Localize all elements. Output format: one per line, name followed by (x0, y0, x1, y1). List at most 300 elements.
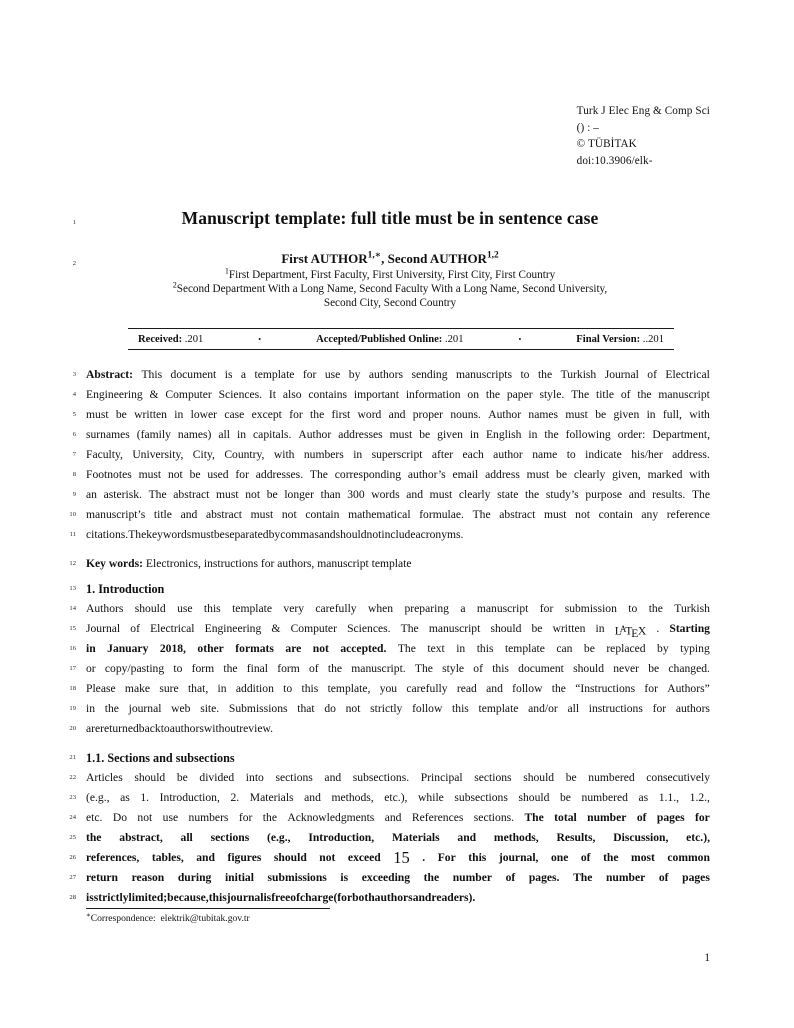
word: and (304, 791, 321, 804)
word: is (224, 368, 233, 381)
word: abstract, (119, 831, 163, 844)
line-number: 2 (72, 260, 76, 267)
word: superscript (371, 448, 423, 461)
text-line (86, 848, 710, 868)
word: The (148, 488, 167, 501)
word: “Instructions (575, 682, 636, 695)
word: in (595, 622, 605, 635)
word: this (468, 851, 487, 864)
word: on (467, 388, 479, 401)
word: words (162, 528, 192, 541)
word: sections (474, 771, 512, 784)
word: be (213, 528, 225, 541)
word: submission (564, 602, 617, 615)
word: contain (305, 508, 340, 521)
word: divided (199, 771, 235, 784)
word: his/her (631, 448, 663, 461)
word: for (695, 811, 710, 824)
word: The (400, 622, 419, 635)
word: . (422, 851, 426, 864)
word: names (528, 408, 559, 421)
word: and (196, 851, 215, 864)
line-number: 14 (69, 605, 76, 612)
word: 15 (393, 848, 410, 867)
word: must (216, 488, 239, 501)
word: this (492, 662, 509, 675)
word: must (543, 508, 567, 521)
word: 2018, (159, 642, 186, 655)
word: numbers (303, 448, 344, 461)
text-line (86, 679, 710, 699)
word: by (268, 528, 281, 541)
word: Engineering (86, 388, 143, 401)
word: of (290, 891, 300, 904)
word: proper (412, 408, 443, 421)
word: the (525, 488, 540, 501)
word: commas (280, 528, 319, 541)
word: instructions (588, 702, 643, 715)
author-1-affiliation-marker: 1,∗ (367, 250, 382, 261)
word: for (652, 702, 667, 715)
word: lower (190, 408, 218, 421)
accepted-date (316, 334, 463, 345)
word: University, (132, 448, 184, 461)
word: first (331, 408, 351, 421)
word: than (320, 488, 341, 501)
keywords-value: Electronics, instructions for authors, manuscript template (145, 557, 412, 570)
word: Results, (556, 831, 596, 844)
word: numbers (188, 811, 229, 824)
word: and (486, 682, 503, 695)
word: Computer (165, 388, 212, 401)
final-version-date (576, 334, 664, 345)
word: to (160, 722, 170, 735)
word: Author (298, 428, 332, 441)
word: include (381, 528, 416, 541)
word: for (289, 408, 303, 421)
word: contains (308, 388, 348, 401)
word: address (485, 468, 520, 481)
word: never (613, 662, 639, 675)
word: you (379, 682, 398, 695)
word: be (565, 771, 577, 784)
word: this (301, 682, 319, 695)
line-number: 3 (72, 371, 76, 378)
footnote-email: elektrik@tubitak.gov.tr (160, 913, 250, 924)
word: in (469, 428, 479, 441)
received-label: Received: (138, 333, 185, 345)
word: 300 (347, 488, 365, 501)
word: back (138, 722, 161, 735)
accepted-value: .201 (444, 333, 464, 345)
journal-name: Turk J Elec Eng & Comp Sci (576, 105, 710, 117)
word: template, (327, 682, 371, 695)
line-number: 1 (72, 219, 76, 226)
word: each (462, 448, 484, 461)
word: be (648, 662, 660, 675)
line-number: 27 (69, 874, 76, 881)
line-number: 8 (72, 471, 76, 478)
word: when (367, 602, 394, 615)
word: Journal (604, 368, 639, 381)
word: the (223, 662, 238, 675)
word: tables, (151, 851, 184, 864)
word: order: (617, 428, 646, 441)
word: clearly (573, 468, 606, 481)
word: in (86, 642, 96, 655)
word: sections (275, 771, 313, 784)
word: any (641, 508, 659, 521)
word: pages (682, 871, 710, 884)
word: the (423, 871, 440, 884)
word: most (631, 851, 655, 864)
word: Department, (652, 428, 710, 441)
word: carefully (315, 602, 357, 615)
word: because, (167, 891, 209, 904)
word: abstract (499, 508, 536, 521)
word: etc.), (686, 831, 710, 844)
word: follow (512, 682, 543, 695)
word: and/or (528, 702, 558, 715)
word: formulae. (419, 508, 464, 521)
word: preparing (404, 602, 449, 615)
word: manuscript (658, 388, 710, 401)
affiliation-item (86, 268, 694, 282)
word: the (551, 682, 566, 695)
word: in (456, 642, 466, 655)
word: the (603, 851, 619, 864)
text-line (86, 808, 710, 828)
word: Electrical (150, 622, 195, 635)
word: for (644, 682, 658, 695)
word: Submissions (228, 702, 288, 715)
word: the (648, 602, 663, 615)
word: after (431, 448, 454, 461)
journal-doi: doi:10.3906/elk- (576, 154, 653, 167)
word: figures (227, 851, 262, 864)
word: (e.g., (86, 791, 110, 804)
word: numbered (588, 771, 635, 784)
word: The (397, 642, 416, 655)
word: The (414, 662, 433, 675)
word: 1.1., (658, 791, 680, 804)
word: this (476, 642, 494, 655)
word: not (366, 528, 382, 541)
word: be (531, 622, 543, 635)
footnote-marker: ∗ (86, 911, 91, 919)
word: must (138, 468, 162, 481)
text-line (86, 425, 710, 445)
word: journal, (498, 851, 539, 864)
word: without (203, 722, 240, 735)
footnote-label: Correspondence: (90, 913, 156, 924)
word: following (565, 428, 611, 441)
text-line (86, 719, 710, 739)
word: the (537, 368, 553, 381)
word: return (86, 871, 118, 884)
final-version-value: ..201 (642, 333, 664, 345)
word: sending (411, 368, 448, 381)
word: limited; (128, 891, 168, 904)
word: also (282, 388, 302, 401)
word: not (167, 468, 183, 481)
word: form (277, 662, 300, 675)
word: in (174, 408, 184, 421)
word: copy/pasting (104, 662, 165, 675)
page-title: Manuscript template: full title must be in sentence case (181, 208, 599, 228)
word: to (520, 368, 530, 381)
word: accepted. (340, 642, 387, 655)
word: is (86, 891, 94, 904)
word: names) (177, 428, 212, 441)
word: Footnotes (86, 468, 132, 481)
word: should (518, 791, 550, 804)
word: is (263, 891, 272, 904)
word: January (107, 642, 149, 655)
word: to (283, 682, 293, 695)
word: except (251, 408, 282, 421)
word: style. (539, 388, 565, 401)
word: other (197, 642, 224, 655)
text-line (86, 768, 710, 788)
page-number: 1 (704, 952, 710, 964)
word: of (620, 388, 631, 401)
word: reason (131, 871, 165, 884)
word: style (442, 662, 465, 675)
word: not (245, 488, 261, 501)
text-line (86, 445, 710, 465)
word: the (485, 388, 501, 401)
affiliation-item (86, 282, 694, 296)
word: subsections (454, 791, 508, 804)
word: acronyms. (415, 528, 464, 541)
word: Principal (420, 771, 463, 784)
word: for (238, 811, 253, 824)
word: must (526, 468, 550, 481)
journal-volume-line: () : – (576, 121, 600, 134)
keywords-line (86, 554, 710, 574)
line-number: 10 (69, 511, 76, 518)
word: use (324, 368, 341, 381)
word: final (246, 662, 269, 675)
word: written (134, 408, 167, 421)
word: the (637, 388, 652, 401)
word: Materials (391, 831, 440, 844)
word: must (565, 408, 588, 421)
word: City, (192, 448, 215, 461)
word: Please (86, 682, 116, 695)
word: document (518, 662, 564, 675)
word: subsections. (352, 771, 410, 784)
word: form (191, 662, 215, 675)
word: Author (488, 408, 522, 421)
word: for (302, 368, 317, 381)
word: & (271, 622, 281, 635)
line-number: 6 (72, 431, 76, 438)
word: a (460, 602, 466, 615)
word: of (473, 662, 483, 675)
word: capitals. (253, 428, 292, 441)
word: key (146, 528, 163, 541)
word: must (250, 508, 274, 521)
word: . (656, 622, 660, 635)
line-number: 24 (69, 814, 76, 821)
word: reference (666, 508, 710, 521)
text-line (86, 639, 710, 659)
affiliation-item (86, 296, 694, 310)
word: Discussion, (613, 831, 669, 844)
word: and (406, 488, 424, 501)
word: to (173, 662, 183, 675)
word: study’s (545, 488, 579, 501)
word: nouns. (450, 408, 481, 421)
word: must (429, 488, 453, 501)
text-line (86, 505, 710, 525)
word: given (613, 408, 640, 421)
word: template (254, 368, 295, 381)
word: to (628, 602, 638, 615)
word: Turkish (560, 368, 597, 381)
word: marked (647, 468, 683, 481)
word: use (162, 811, 179, 824)
word: manuscript (428, 622, 481, 635)
final-version-label: Final Version: (576, 333, 643, 345)
word: as (120, 791, 130, 804)
word: purpose (585, 488, 623, 501)
word: not (312, 642, 329, 655)
word: be (419, 428, 431, 441)
word: template (232, 602, 272, 615)
word: Journal (86, 622, 121, 635)
word: (e.g., (267, 831, 291, 844)
word: submissions (267, 871, 327, 884)
word: important (353, 388, 399, 401)
word: to (566, 448, 576, 461)
line-number: 12 (69, 560, 76, 567)
word: be (266, 488, 278, 501)
word: numbered (581, 791, 628, 804)
word: of (636, 811, 647, 824)
word: abstract (205, 508, 243, 521)
word: Acknowledgments (287, 811, 375, 824)
section-heading: 1.1. Sections and subsections (86, 751, 235, 765)
word: must (191, 528, 214, 541)
word: clearly (458, 488, 491, 501)
received-date (138, 334, 203, 345)
word: should (273, 851, 307, 864)
word: 2. (230, 791, 240, 804)
word: number (452, 871, 492, 884)
word: pages (656, 811, 685, 824)
word: sure (159, 682, 179, 695)
word: of (658, 871, 669, 884)
text-line (86, 385, 710, 405)
affiliation-text: Second City, Second Country (323, 297, 457, 310)
word: Do (112, 811, 127, 824)
word: can (556, 642, 573, 655)
section-heading: 1. Introduction (86, 582, 165, 596)
word: not (137, 811, 153, 824)
word: Materials (249, 791, 294, 804)
word: of (580, 851, 591, 864)
word: must (389, 428, 413, 441)
word: are (86, 722, 101, 735)
word: in (528, 428, 538, 441)
word: all (180, 831, 193, 844)
word: indicate (585, 448, 622, 461)
line-number: 18 (69, 685, 76, 692)
journal-copyright: © TÜBİTAK (576, 138, 637, 150)
word: given, (612, 468, 641, 481)
word: title (595, 388, 614, 401)
word: during (177, 871, 212, 884)
word: Country, (224, 448, 265, 461)
word: given (437, 428, 463, 441)
word: authors (374, 891, 413, 904)
word: Articles (86, 771, 123, 784)
footnote-correspondence (86, 912, 250, 926)
word: read (456, 682, 477, 695)
line-number: 22 (69, 774, 76, 781)
word: journal (226, 891, 264, 904)
word: 1.2., (689, 791, 710, 804)
word: manuscript. (351, 662, 406, 675)
author-2-name: Second AUTHOR (387, 251, 487, 266)
word: number (587, 811, 627, 824)
line-number: 5 (72, 411, 76, 418)
text-line (86, 365, 710, 385)
word: be (559, 791, 571, 804)
word: written (552, 622, 586, 635)
word: use (177, 602, 193, 615)
word: email (452, 468, 479, 481)
word: References (411, 811, 464, 824)
word: number (605, 871, 646, 884)
word: case (224, 408, 245, 421)
word: document (170, 368, 217, 381)
word: addition (235, 682, 274, 695)
word: not (345, 702, 361, 715)
word: the (262, 811, 277, 824)
word: For (437, 851, 456, 864)
author-1-name: First AUTHOR (281, 251, 368, 266)
word: Sciences. (218, 388, 263, 401)
word: the (544, 428, 559, 441)
text-line (86, 868, 710, 888)
text-line (86, 465, 710, 485)
word: not (281, 508, 297, 521)
word: should (490, 622, 522, 635)
word: asterisk. (103, 488, 142, 501)
author-2-affiliation-marker: 1,2 (486, 250, 499, 261)
word: pages. (528, 871, 560, 884)
line-number: 21 (69, 754, 76, 761)
word: full, (662, 408, 682, 421)
word: information (405, 388, 461, 401)
word: common (667, 851, 710, 864)
word: that (297, 702, 315, 715)
word: initial (224, 871, 254, 884)
word: and (384, 811, 402, 824)
word: free (271, 891, 291, 904)
word: not (575, 508, 590, 521)
word: typing (680, 642, 710, 655)
word: used (207, 468, 229, 481)
word: be (115, 408, 127, 421)
line-number: 23 (69, 794, 76, 801)
word: be (176, 771, 188, 784)
text-line (86, 888, 710, 908)
